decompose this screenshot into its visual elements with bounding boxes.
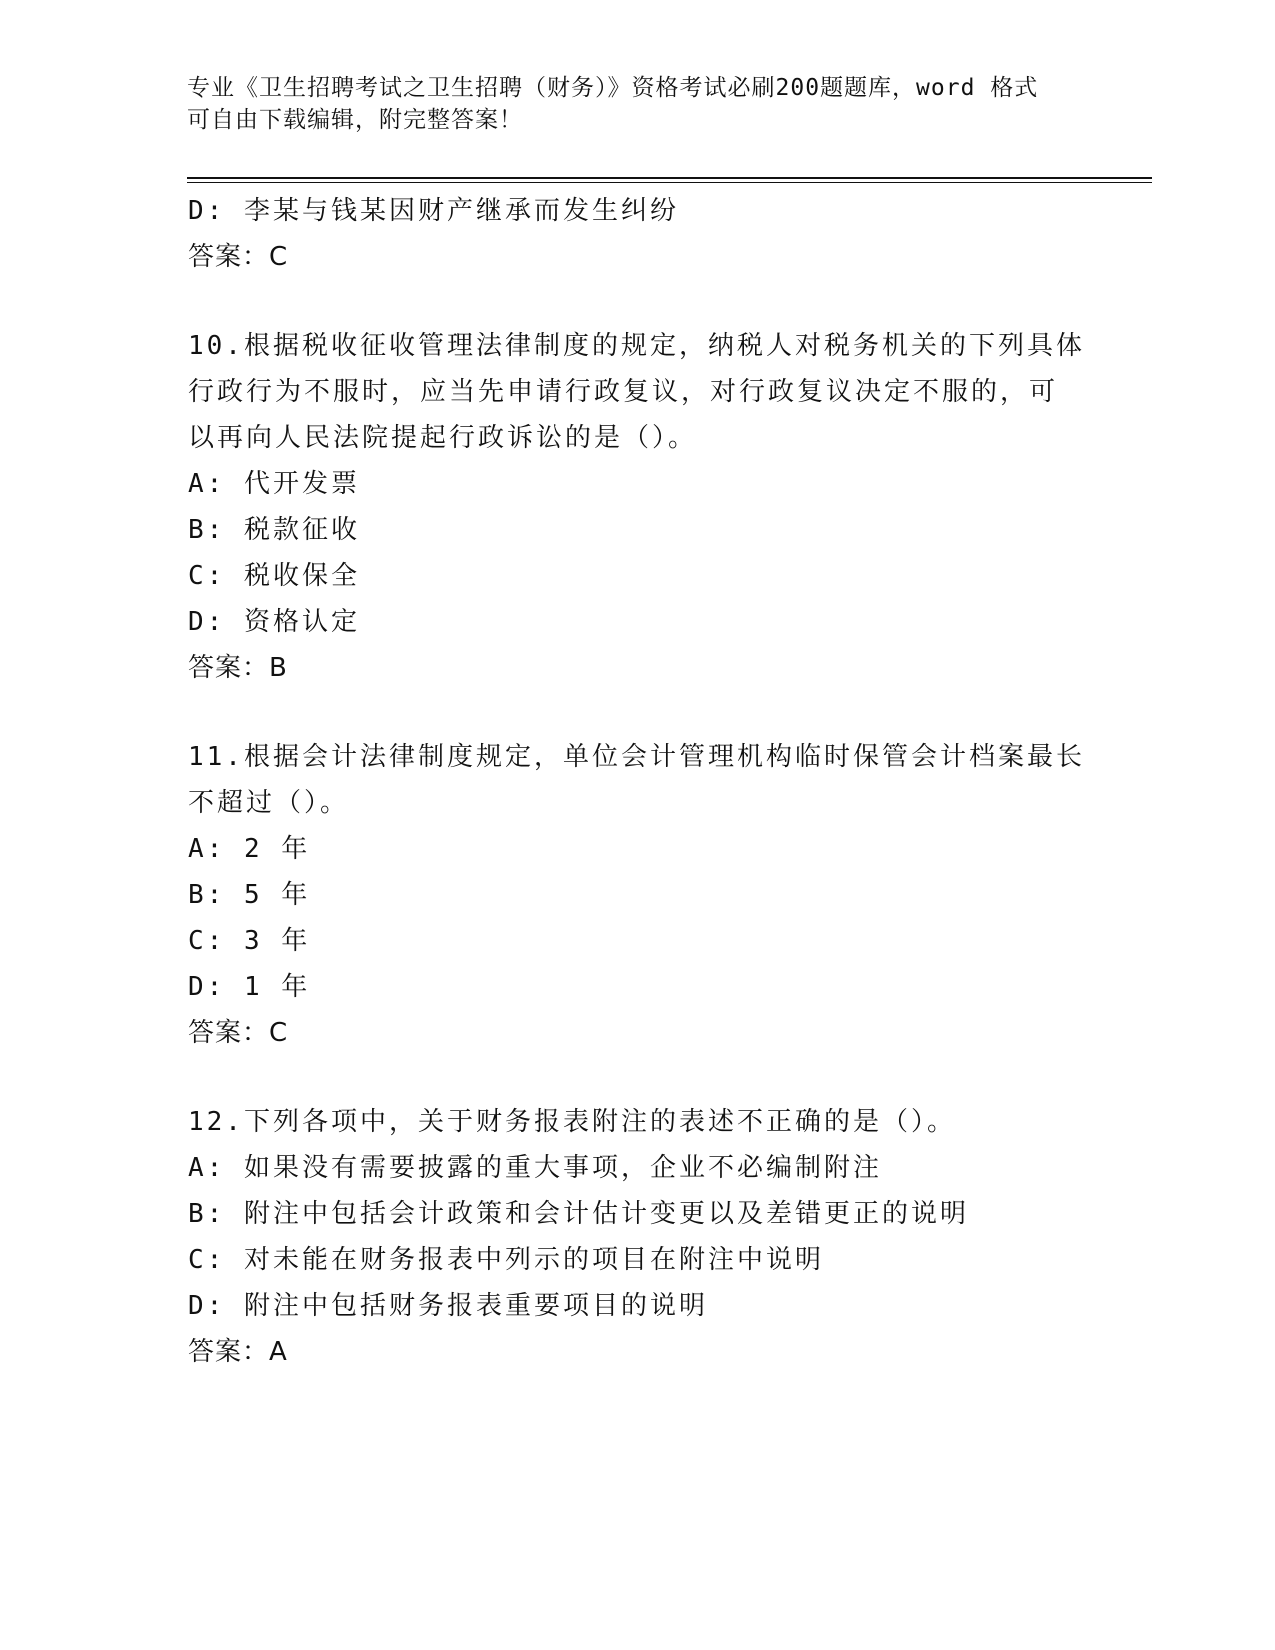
answer-line: 答案：A <box>188 1337 288 1367</box>
question-12 <box>188 1099 1088 1375</box>
question-stem-line: 11.根据会计法律制度规定，单位会计管理机构临时保管会计档案最长 <box>188 742 1085 772</box>
question-10 <box>188 323 1088 691</box>
question-stem-line: 12.下列各项中，关于财务报表附注的表述不正确的是（）。 <box>188 1107 956 1137</box>
header-title-line-2: 可自由下载编辑，附完整答案！ <box>187 107 523 133</box>
previous-answer: 答案：C <box>188 242 289 272</box>
option-a: A: 2 年 <box>188 834 311 864</box>
option-a: A: 如果没有需要披露的重大事项，企业不必编制附注 <box>188 1153 882 1183</box>
answer-line: 答案：B <box>188 653 288 683</box>
question-stem-line: 行政行为不服时，应当先申请行政复议，对行政复议决定不服的，可 <box>188 377 1059 407</box>
option-d: D: 附注中包括财务报表重要项目的说明 <box>188 1291 708 1321</box>
option-c: C: 税收保全 <box>188 561 360 591</box>
option-b: B: 税款征收 <box>188 515 360 545</box>
option-b: B: 5 年 <box>188 880 311 910</box>
question-stem-line: 不超过（）。 <box>188 788 350 818</box>
option-c: C: 3 年 <box>188 926 311 956</box>
question-stem-line: 以再向人民法院提起行政诉讼的是（）。 <box>188 423 698 453</box>
question-content <box>188 188 1088 1375</box>
header-title-line-1: 专业《卫生招聘考试之卫生招聘（财务）》资格考试必刷200题题库，word 格式 <box>187 75 1039 101</box>
document-header <box>187 72 1087 136</box>
option-d: D: 1 年 <box>188 972 311 1002</box>
option-a: A: 代开发票 <box>188 469 360 499</box>
header-divider <box>187 177 1152 179</box>
previous-option-d: D: 李某与钱某因财产继承而发生纠纷 <box>188 196 679 226</box>
question-11 <box>188 734 1088 1056</box>
answer-line: 答案：C <box>188 1018 289 1048</box>
question-stem-line: 10.根据税收征收管理法律制度的规定，纳税人对税务机关的下列具体 <box>188 331 1085 361</box>
option-d: D: 资格认定 <box>188 607 360 637</box>
option-c: C: 对未能在财务报表中列示的项目在附注中说明 <box>188 1245 824 1275</box>
option-b: B: 附注中包括会计政策和会计估计变更以及差错更正的说明 <box>188 1199 969 1229</box>
